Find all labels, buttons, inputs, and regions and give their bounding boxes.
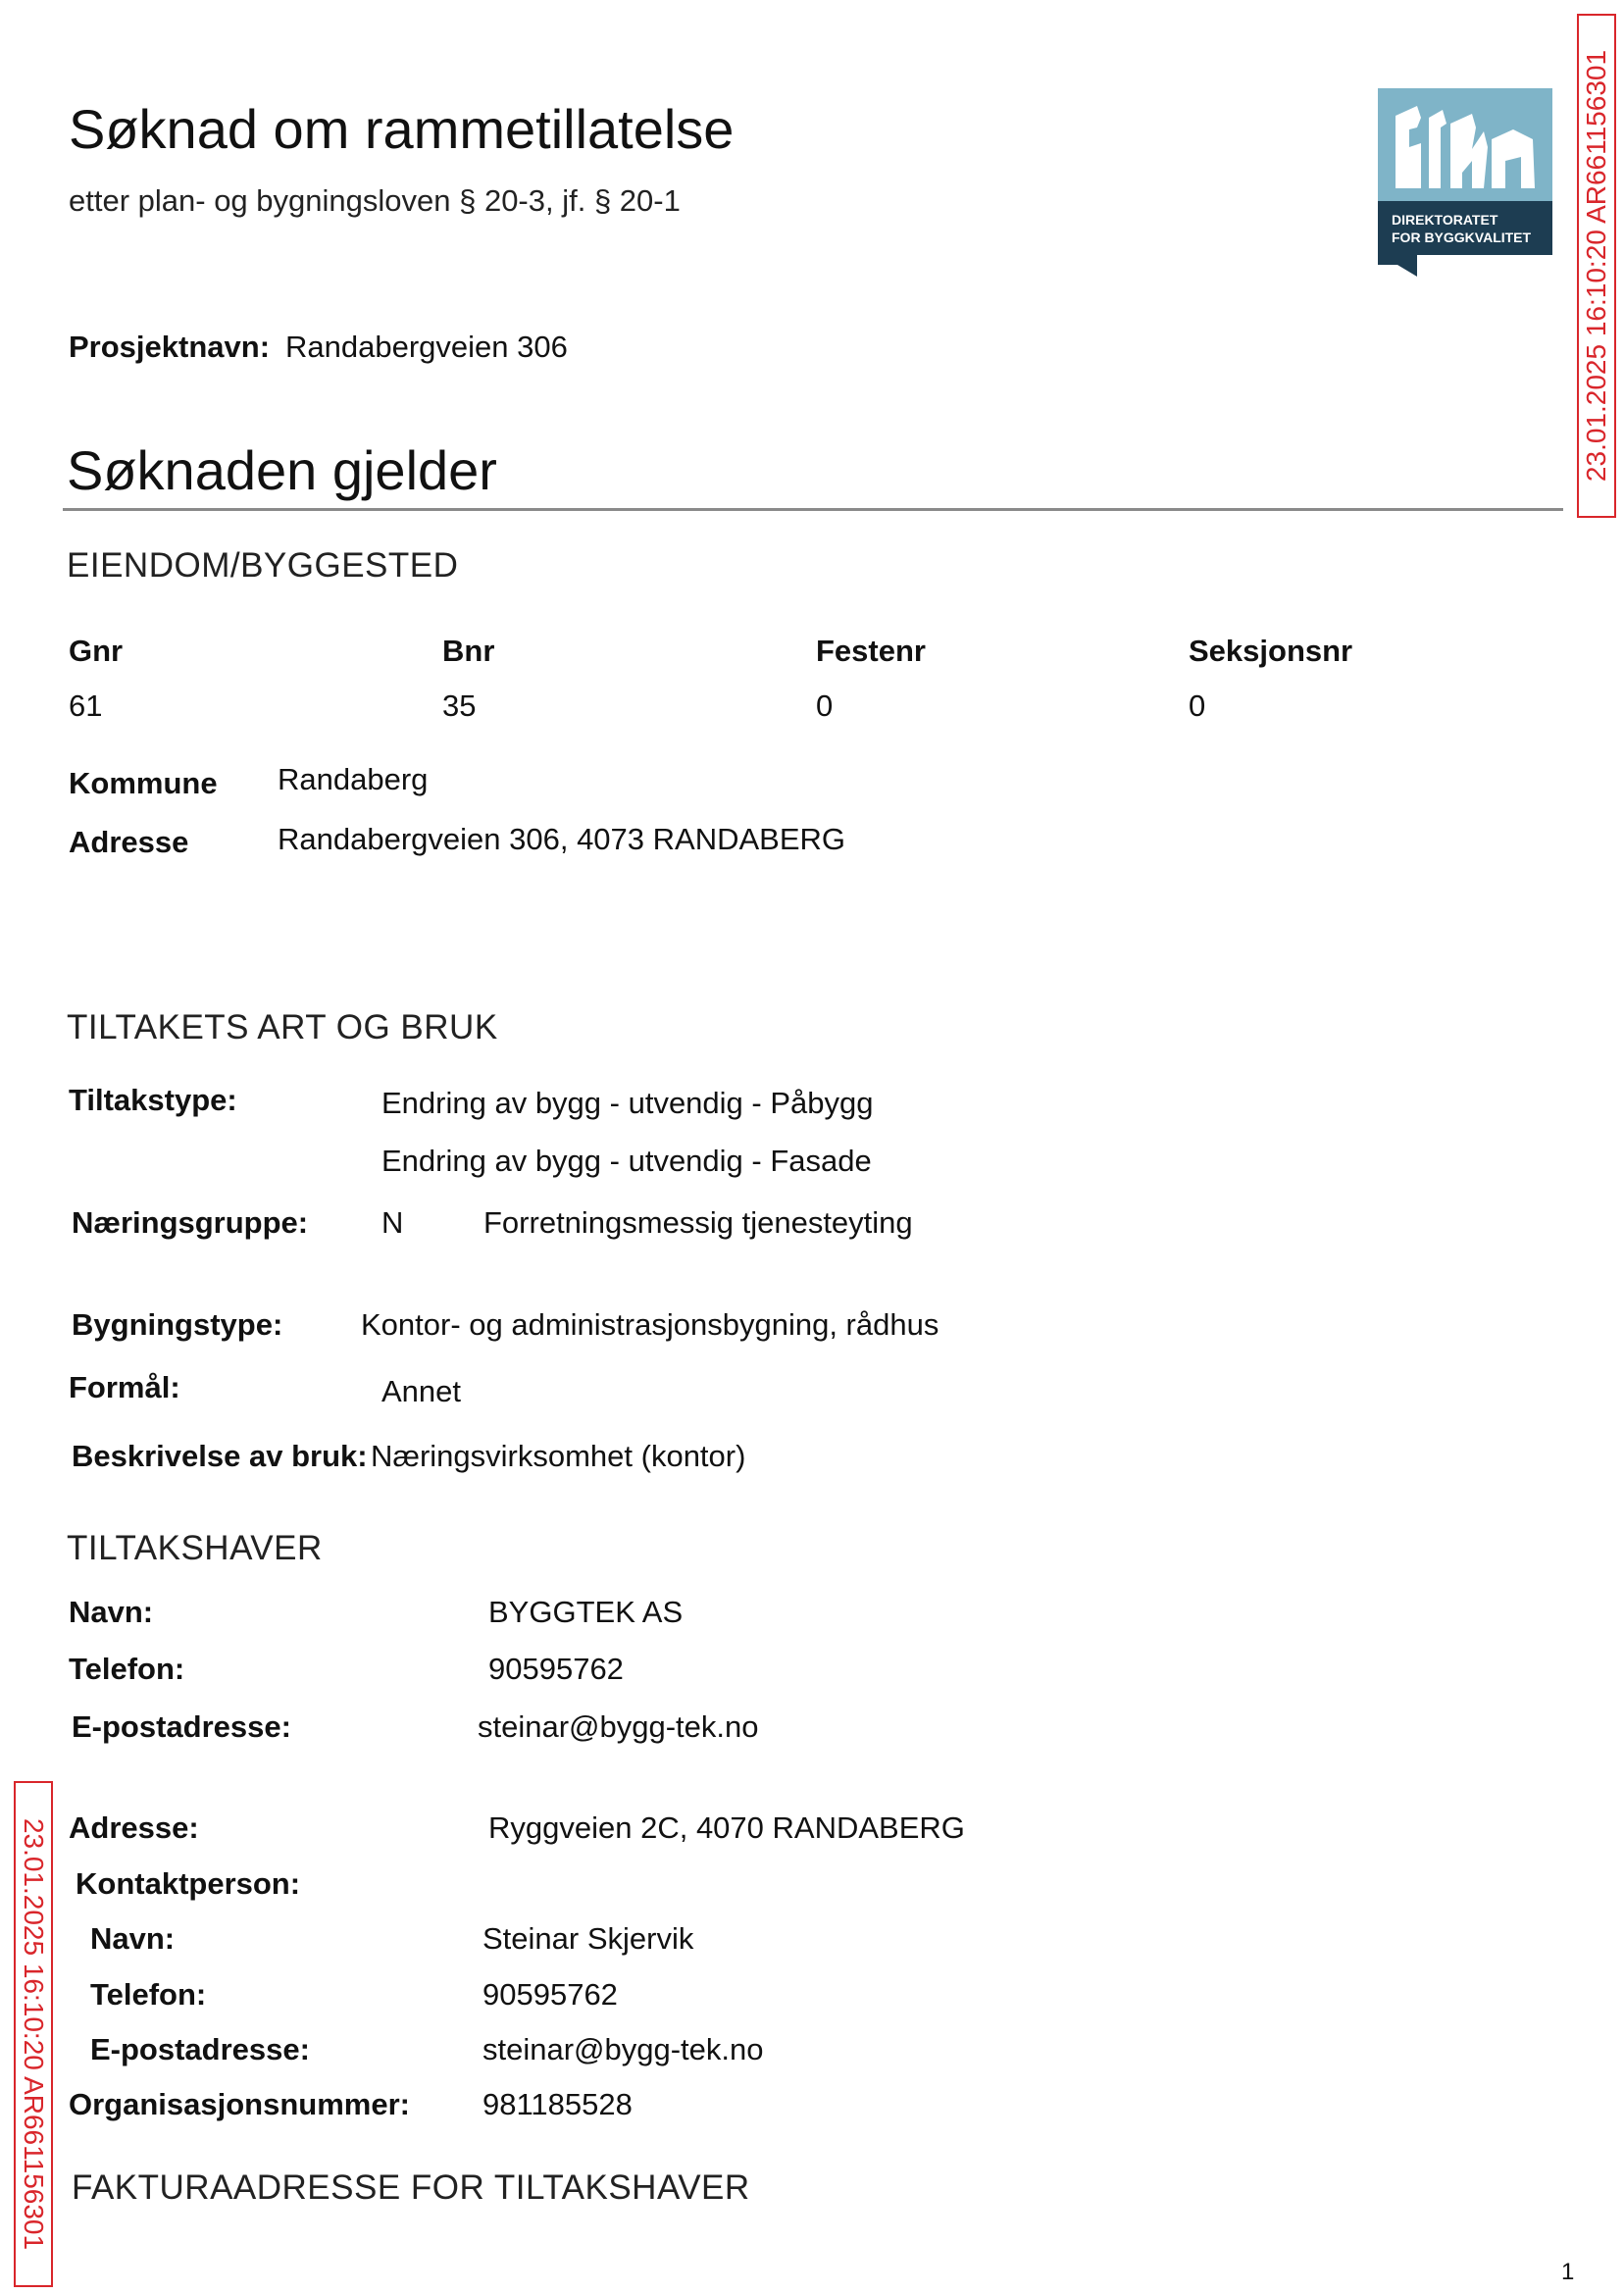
formal-label: Formål: [69,1370,180,1404]
festenr-value: 0 [816,688,834,723]
project-value: Randabergveien 306 [285,330,568,364]
tiltakshaver-heading: TILTAKSHAVER [67,1529,323,1567]
naeringsgruppe-value: Forretningsmessig tjenesteyting [483,1205,913,1240]
orgnr-value: 981185528 [482,2087,633,2121]
kontakt-telefon-value: 90595762 [482,1977,618,2012]
kontakt-navn-value: Steinar Skjervik [482,1921,694,1956]
date-stamp-text: 23.01.2025 16:10:20 AR661156301 [1581,49,1611,483]
kommune-label: Kommune [69,766,218,800]
kontakt-telefon-label: Telefon: [90,1977,207,2012]
seksjonsnr-header: Seksjonsnr [1189,634,1353,668]
tiltakshaver-adresse-value: Ryggveien 2C, 4070 RANDABERG [488,1810,965,1845]
eiendom-heading: EIENDOM/BYGGESTED [67,546,459,585]
beskrivelse-label: Beskrivelse av bruk: [72,1439,368,1473]
faktura-heading: FAKTURAADRESSE FOR TILTAKSHAVER [72,2168,750,2207]
tiltakstype-value-2: Endring av bygg - utvendig - Fasade [381,1144,872,1178]
page-number: 1 [1561,2259,1575,2285]
tiltakshaver-epost-value: steinar@bygg-tek.no [478,1709,759,1744]
adresse-value: Randabergveien 306, 4073 RANDABERG [278,822,846,856]
section-divider [63,508,1563,511]
date-stamp-right [1577,14,1616,518]
tiltakshaver-epost-label: E-postadresse: [72,1709,291,1744]
logo-text-line2: FOR BYGGKVALITET [1392,229,1532,245]
orgnr-label: Organisasjonsnummer: [69,2087,410,2121]
section-title: Søknaden gjelder [67,439,497,501]
bygningstype-label: Bygningstype: [72,1307,283,1342]
dibk-logo [1378,88,1552,277]
naeringsgruppe-code: N [381,1205,404,1240]
kontakt-navn-label: Navn: [90,1921,176,1956]
formal-value: Annet [381,1374,462,1408]
tiltakshaver-adresse-label: Adresse: [69,1810,199,1845]
tiltakstype-value-1: Endring av bygg - utvendig - Påbygg [381,1086,874,1120]
logo-text-line1: DIREKTORATET [1392,212,1498,228]
festenr-header: Festenr [816,634,926,668]
tiltakshaver-navn-value: BYGGTEK AS [488,1595,684,1629]
project-label: Prosjektnavn: [69,330,271,364]
seksjonsnr-value: 0 [1189,688,1206,723]
bnr-header: Bnr [442,634,495,668]
gnr-value: 61 [69,688,103,723]
bygningstype-value: Kontor- og administrasjonsbygning, rådhus [361,1307,939,1342]
tiltak-heading: TILTAKETS ART OG BRUK [67,1008,498,1046]
gnr-header: Gnr [69,634,124,668]
kontaktperson-label: Kontaktperson: [76,1866,301,1901]
tiltakshaver-telefon-label: Telefon: [69,1652,185,1686]
beskrivelse-value: Næringsvirksomhet (kontor) [371,1439,746,1473]
kontakt-epost-label: E-postadresse: [90,2032,310,2066]
tiltakshaver-telefon-value: 90595762 [488,1652,624,1686]
tiltakshaver-navn-label: Navn: [69,1595,154,1629]
document-title: Søknad om rammetillatelse [69,98,735,160]
adresse-label: Adresse [69,825,189,859]
kontakt-epost-value: steinar@bygg-tek.no [482,2032,764,2066]
naeringsgruppe-label: Næringsgruppe: [72,1205,309,1240]
bnr-value: 35 [442,688,477,723]
date-stamp-text: 23.01.2025 16:10:20 AR661156301 [19,1817,49,2251]
document-subtitle: etter plan- og bygningsloven § 20-3, jf. § 20-1 [69,183,681,218]
tiltakstype-label: Tiltakstype: [69,1083,237,1117]
kommune-value: Randaberg [278,762,429,796]
date-stamp-left [14,1781,53,2287]
